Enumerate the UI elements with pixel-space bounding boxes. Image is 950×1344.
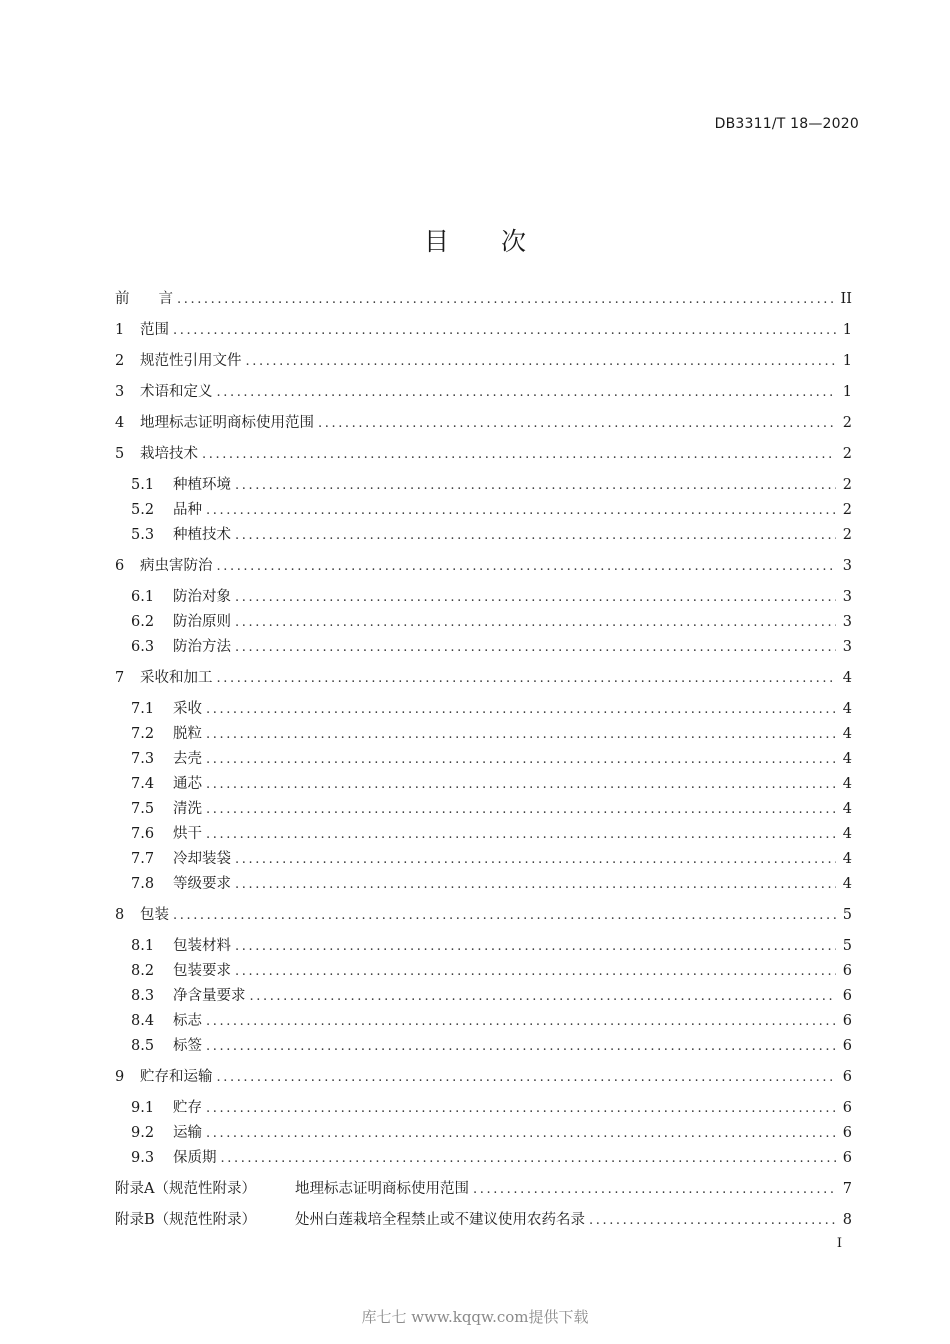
dot-leader [235,849,836,871]
dot-leader [235,637,836,659]
toc-entry-number: 6.2 [131,614,155,630]
dot-leader [206,1123,836,1145]
dot-leader [235,936,836,958]
toc-entry-page: 2 [842,415,852,431]
toc-entry-number: 9.3 [131,1150,155,1166]
toc-entry-page: II [840,291,852,307]
toc-entry[interactable] [115,667,852,689]
toc-entry-label: 种植环境 [173,477,231,493]
dot-leader [206,699,836,721]
dot-leader [206,1098,836,1120]
toc-entry-page: 4 [842,751,852,767]
toc-entry-number: 8.4 [131,1013,155,1029]
toc-entry-label: 标志 [173,1013,202,1029]
dot-leader [206,1036,836,1058]
toc-entry[interactable] [115,524,852,546]
toc-entry[interactable] [115,904,852,926]
toc-entry[interactable] [115,1010,852,1032]
toc-entry[interactable] [115,443,852,465]
dot-leader [235,525,836,547]
toc-entry-page: 6 [842,1069,852,1085]
toc-entry-number: 7.2 [131,726,155,742]
toc-entry-page: 4 [842,701,852,717]
toc-entry-number: 3 [115,384,125,400]
dot-leader [250,986,837,1008]
toc-entry[interactable] [115,698,852,720]
toc-entry-label: 病虫害防治 [140,558,213,574]
toc-entry[interactable] [115,723,852,745]
toc-entry-number: 附录B（规范性附录） [115,1212,257,1228]
dot-leader [206,774,836,796]
toc-entry-label: 防治方法 [173,639,231,655]
page-title: 目 次 [424,226,548,256]
toc-entry-number: 9.1 [131,1100,155,1116]
toc-entry[interactable] [115,636,852,658]
toc-entry[interactable] [115,823,852,845]
toc-entry-page: 6 [842,963,852,979]
toc-entry-label: 范围 [140,322,169,338]
toc-entry-page: 4 [842,726,852,742]
dot-leader [173,905,836,927]
toc-entry-label: 地理标志证明商标使用范围 [295,1181,469,1197]
dot-leader [318,413,836,435]
toc-entry-number: 8.1 [131,938,155,954]
toc-entry-label: 清洗 [173,801,202,817]
dot-leader [217,668,837,690]
dot-leader [217,556,837,578]
toc-entry[interactable] [115,586,852,608]
toc-entry-number: 5.3 [131,527,155,543]
toc-entry-label: 种植技术 [173,527,231,543]
toc-entry-page: 5 [842,938,852,954]
page-number: I [836,1236,842,1251]
toc-entry-page: 6 [842,1100,852,1116]
toc-entry-page: 4 [842,801,852,817]
toc-entry-page: 2 [842,527,852,543]
toc-entry-label: 去壳 [173,751,202,767]
dot-leader [206,724,836,746]
toc-entry-label: 栽培技术 [140,446,198,462]
toc-entry-number: 7.6 [131,826,155,842]
toc-entry[interactable] [115,1035,852,1057]
toc-entry-number: 7.1 [131,701,155,717]
toc-entry-label: 包装 [140,907,169,923]
toc-entry-number: 5.1 [131,477,155,493]
toc-entry-label: 净含量要求 [173,988,246,1004]
toc-entry-label: 通芯 [173,776,202,792]
dot-leader [173,320,836,342]
toc-entry[interactable] [115,848,852,870]
toc-entry-number: 7.5 [131,801,155,817]
toc-entry-page: 7 [842,1181,852,1197]
toc-entry-number: 9.2 [131,1125,155,1141]
toc-entry[interactable] [115,499,852,521]
toc-entry-label: 等级要求 [173,876,231,892]
toc-entry[interactable] [115,1178,852,1200]
toc-entry[interactable] [115,960,852,982]
toc-entry-label: 烘干 [173,826,202,842]
toc-entry-number: 6.1 [131,589,155,605]
toc-entry[interactable] [115,935,852,957]
toc-entry-number: 7.4 [131,776,155,792]
toc-entry-page: 3 [842,639,852,655]
toc-entry-page: 1 [842,322,852,338]
dot-leader [206,1011,836,1033]
toc-entry-page: 4 [842,776,852,792]
dot-leader [206,749,836,771]
toc-entry-number: 8.2 [131,963,155,979]
dot-leader [217,1067,837,1089]
toc-entry-page: 8 [842,1212,852,1228]
toc-entry[interactable] [115,985,852,1007]
toc-entry-page: 6 [842,1150,852,1166]
toc-entry-number: 8.3 [131,988,155,1004]
toc-entry-number: 9 [115,1069,125,1085]
toc-entry-page: 3 [842,558,852,574]
toc-entry[interactable] [115,748,852,770]
toc-entry-page: 4 [842,851,852,867]
dot-leader [206,500,836,522]
toc-entry-page: 6 [842,988,852,1004]
dot-leader [246,351,837,373]
toc-entry-number: 8 [115,907,125,923]
dot-leader [206,799,836,821]
toc-entry-label: 防治对象 [173,589,231,605]
toc-entry-number: 5 [115,446,125,462]
toc-entry[interactable] [115,381,852,403]
toc-entry-label: 防治原则 [173,614,231,630]
toc-entry-number: 附录A（规范性附录） [115,1181,256,1197]
document-code: DB3311/T 18—2020 [714,116,859,132]
toc-entry-label: 保质期 [173,1150,217,1166]
toc-entry-label: 采收 [173,701,202,717]
toc-entry-page: 1 [842,353,852,369]
toc-entry[interactable] [115,319,852,341]
toc-entry-page: 6 [842,1013,852,1029]
toc-entry-page: 2 [842,502,852,518]
toc-entry[interactable] [115,773,852,795]
toc-entry-label: 脱粒 [173,726,202,742]
toc-entry-number: 4 [115,415,125,431]
toc-entry-label: 前 言 [115,291,173,307]
toc-entry-label: 标签 [173,1038,202,1054]
toc-entry-page: 2 [842,446,852,462]
toc-entry-page: 6 [842,1125,852,1141]
toc-entry-number: 6.3 [131,639,155,655]
toc-entry-label: 贮存和运输 [140,1069,213,1085]
dot-leader [235,612,836,634]
toc-entry[interactable] [115,1122,852,1144]
toc-entry-label: 规范性引用文件 [140,353,242,369]
toc-entry[interactable] [115,1147,852,1169]
toc-entry-label: 贮存 [173,1100,202,1116]
toc-entry-number: 7 [115,670,125,686]
toc-entry-label: 包装材料 [173,938,231,954]
toc-entry-page: 5 [842,907,852,923]
dot-leader [473,1179,836,1201]
toc-entry-number: 6 [115,558,125,574]
toc-entry-number: 2 [115,353,125,369]
toc-entry[interactable] [115,1066,852,1088]
dot-leader [235,587,836,609]
toc-entry-page: 6 [842,1038,852,1054]
dot-leader [217,382,837,404]
toc-entry[interactable] [115,412,852,434]
dot-leader [202,444,836,466]
toc-entry-number: 7.7 [131,851,155,867]
watermark: 库七七 www.kqqw.com提供下载 [361,1308,589,1326]
toc-entry[interactable] [115,474,852,496]
toc-entry[interactable] [115,798,852,820]
dot-leader [206,824,836,846]
toc-entry-label: 品种 [173,502,202,518]
dot-leader [235,961,836,983]
toc-entry-page: 1 [842,384,852,400]
toc-entry[interactable] [115,873,852,895]
toc-entry-label: 地理标志证明商标使用范围 [140,415,314,431]
dot-leader [589,1210,836,1232]
toc-entry-number: 7.3 [131,751,155,767]
toc-entry[interactable] [115,350,852,372]
toc-entry-label: 术语和定义 [140,384,213,400]
toc-entry-number: 7.8 [131,876,155,892]
toc-entry-label: 运输 [173,1125,202,1141]
toc-entry-number: 1 [115,322,125,338]
toc-entry[interactable] [115,611,852,633]
dot-leader [235,475,836,497]
toc-entry-label: 采收和加工 [140,670,213,686]
dot-leader [221,1148,837,1170]
dot-leader [177,289,836,311]
toc-entry[interactable] [115,555,852,577]
toc-entry-page: 3 [842,614,852,630]
toc-entry-number: 5.2 [131,502,155,518]
toc-entry-label: 处州白莲栽培全程禁止或不建议使用农药名录 [295,1212,585,1228]
toc-entry-page: 4 [842,670,852,686]
toc-entry[interactable] [115,1097,852,1119]
toc-entry-label: 冷却装袋 [173,851,231,867]
toc-entry-page: 3 [842,589,852,605]
toc-entry-number: 8.5 [131,1038,155,1054]
toc-entry-label: 包装要求 [173,963,231,979]
toc-entry-page: 4 [842,876,852,892]
dot-leader [235,874,836,896]
toc-entry[interactable] [115,288,852,310]
toc-entry[interactable] [115,1209,852,1231]
toc-entry-page: 4 [842,826,852,842]
toc-entry-page: 2 [842,477,852,493]
